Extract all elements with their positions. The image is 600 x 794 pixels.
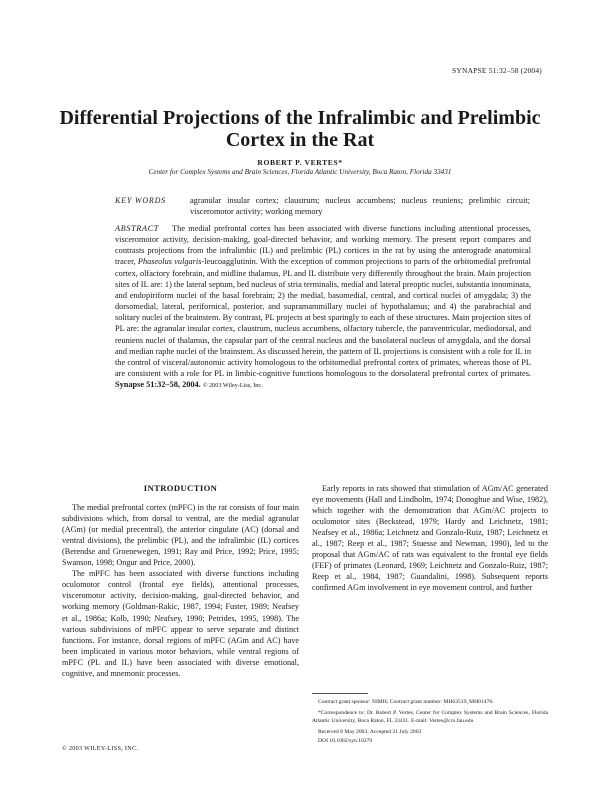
footnote-divider [312,693,368,694]
author-affiliation: Center for Complex Systems and Brain Sciences, Florida Atlantic University, Boca Raton, Florida 33431 [148,168,452,176]
abstract-text-part2: -leucoagglutinin. With the exception of common projections to parts of the orbitomedial prefrontal cortex, olfactory forebrain, and midline thalamus, PL and IL distribute very differently throughout the brain. Main projection sites of IL are: 1) the lateral septum, bed nucleus of stria terminalis, medial and lateral preoptic nuclei, substantia innominata, and endopiriform nuclei of the basal forebrain; 2) the medial, basomedial, central, and cortical nuclei of amygdala; 3) the dorsomedial, lateral, perifornical, posterior, and supramammillary nuclei of hypothalamus; and 4) the parabrachial and solitary nuclei of the brainstem. By contrast, PL projects at best sparingly to each of these structures. Main projection sites of PL are: the agranular insular cortex, claustrum, nucleus accumbens, olfactory tubercle, the paraventricular, mediodorsal, and reuniens nuclei of thalamus, the capsular part of the central nucleus and the basolateral nucleus of amygdala, and the dorsal and median raphe nuclei of the brainstem. As discussed herein, the pattern of IL projections is consistent with a role for IL in the control of visceral/autonomic activity homologous to the orbitomedial prefrontal cortex of primates, whereas those of PL are consistent with a role for PL in limbic-cognitive functions homologous to the dorsolateral prefrontal cortex of primates. [115,257,532,379]
abstract-species: Phaseolus vulgaris [137,257,202,267]
footer-copyright: © 2003 WILEY-LISS, INC. [62,745,139,752]
introduction-paragraph-1: The medial prefrontal cortex (mPFC) in the rat consists of four main subdivisions which, from dorsal to ventral, are the medial agranular (AGm) (or medial precentral), the anterior cingulate (AC) (dorsal and ventral divisions), the prelimbic (PL), and the infralimbic (IL) cortices (Berendse and Groenewegen, 1991; Ray and Price, 1992; Price, 1995; Swanson, 1998; Ongur and Price, 2000). [62,503,299,568]
footnote-correspondence: *Correspondence to: Dr. Robert P. Vertes, Center for Complex Systems and Brain Sciences, Florida Atlantic University, Boca Raton, FL 33431. E-mail: Vertes@ccs.fau.edu [312,710,548,724]
footnote-doi: DOI 10.1002/syn.10279 [318,738,373,745]
keywords-text: agranular insular cortex; claustrum; nucleus accumbens; nucleus reuniens; prelimbic circuit; visceromotor activity; working memory [190,196,530,216]
paper-title: Differential Projections of the Infralimbic and Prelimbic Cortex in the Rat [59,107,541,151]
journal-reference: SYNAPSE 51:32–58 (2004) [451,66,542,75]
right-column [312,483,548,593]
abstract [115,223,531,391]
abstract-label: ABSTRACT [115,224,159,233]
left-column [62,483,299,679]
abstract-copyright: © 2003 Wiley-Liss, Inc. [202,382,263,390]
abstract-text-part1: The medial prefrontal cortex has been associated with diverse functions including attentional processes, visceromotor activity, decision-making, goal-directed behavior, and working memory. The present report compares and contrasts projections from the infralimbic (IL) and prelimbic (PL) cortices in the rat by using the anterograde anatomical tracer, [115,224,531,267]
keywords-label: KEY WORDS [115,196,166,205]
introduction-paragraph-2: The mPFC has been associated with diverse functions including oculomotor control (frontal eye fields), attentional processes, visceromotor activity, decision-making, goal-directed behavior, and working memory (Goldman-Rakic, 1987, 1994; Fuster, 1989; Neafsey et al., 1986a; Kolb, 1990; Neafsey, 1990; Petrides, 1995, 1998). The various subdivisions of mPFC appear to serve separate and distinct functions. For instance, dorsal regions of mPFC (AGm and AC) have been implicated in various motor behaviors, while ventral regions of mPFC (PL and IL) have been associated with diverse emotional, cognitive, and mnemonic processes. [62,569,299,678]
author-name: ROBERT P. VERTES* [257,158,343,167]
footnote-grant: Contract grant sponsor: NIMH; Contract grant number: MH63519, MH01476. [318,699,494,705]
footnotes [312,699,548,747]
introduction-paragraph-3: Early reports in rats showed that stimulation of AGm/AC generated eye movements (Hall and Lindholm, 1974; Donoghue and Wise, 1982), which together with the demonstration that AGm/AC projects to oculomotor sites (Beckstead, 1979; Hardy and Leichnetz, 1981; Neafsey et al., 1986a; Leichnetz and Gonzalo-Ruiz, 1987; Leichnetz et al., 1987; Reep et al., 1987; Stuesse and Newman, 1990), led to the proposal that AGm/AC of rats was equivalent to the frontal eye fields (FEF) of primates (Leonard, 1969; Leichnetz and Gonzalo-Ruiz, 1987; Reep et al., 1984, 1987; Guandalini, 1998). Subsequent reports confirmed AGm involvement in eye movement control, and further [312,484,548,593]
introduction-heading: INTRODUCTION [143,483,218,493]
abstract-citation: Synapse 51:32–58, 2004. [115,380,201,390]
footnote-received: Received 8 May 2003; Accepted 31 July 2003 [318,728,422,735]
